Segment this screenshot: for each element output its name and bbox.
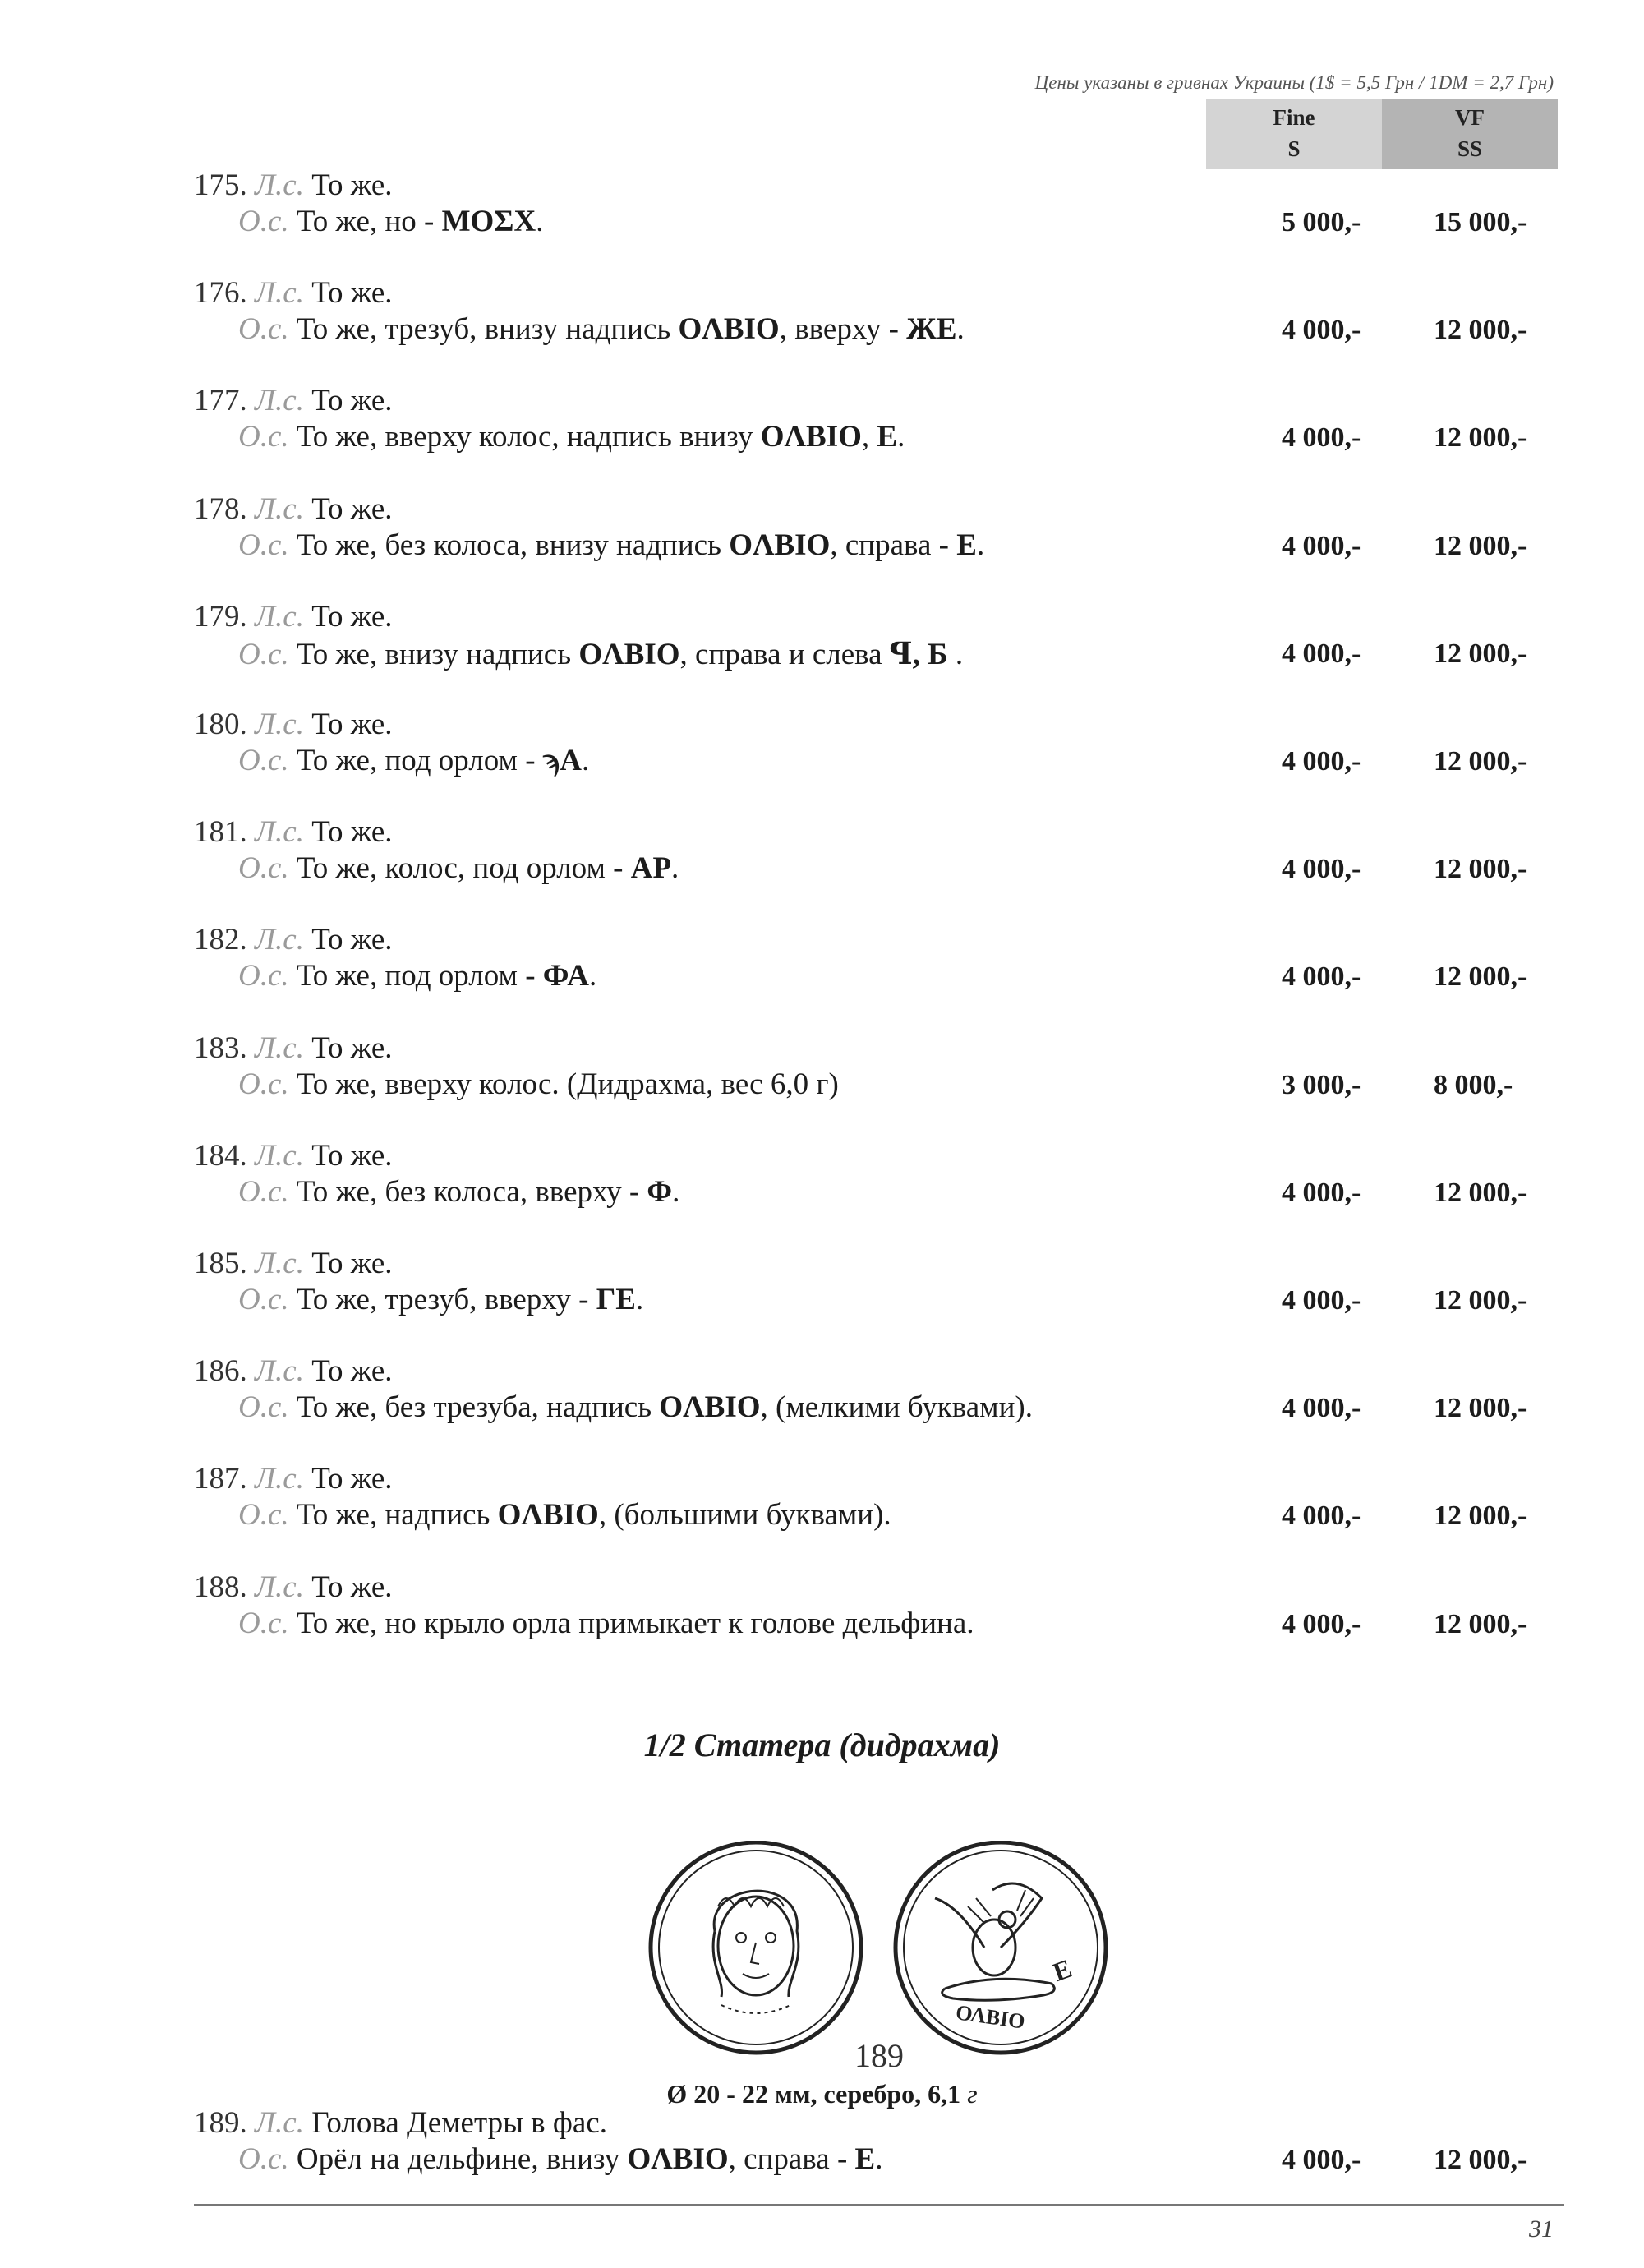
entry-rev-a: То же, надпись — [296, 1498, 498, 1533]
entry-obv-abbr: Л.с. — [255, 1462, 304, 1496]
coin-obverse-drawing — [651, 1842, 861, 2053]
entry-rev-b: ОΛΒΙΟ — [678, 312, 780, 347]
reverse-line — [238, 1390, 1033, 1425]
entry-num: 186. — [194, 1354, 247, 1389]
entry-rev-c: . — [588, 959, 597, 993]
entry-obv-abbr: Л.с. — [255, 599, 304, 634]
entry-rev-abbr: О.с. — [238, 1067, 289, 1101]
price-vf: 12 000,- — [1434, 1608, 1527, 1639]
entry-obv-abbr: Л.с. — [255, 384, 304, 418]
entry-obv-text: То же. — [311, 1462, 393, 1496]
entry-rev-a: То же, трезуб, вверху - — [296, 1283, 596, 1316]
entry-obv-abbr: Л.с. — [255, 168, 304, 202]
entry-rev-d: ЖЕ — [906, 312, 957, 347]
price-vf: 12 000,- — [1434, 1393, 1527, 1424]
coin-illustration — [639, 1841, 1117, 2063]
reverse-line — [238, 311, 965, 347]
entry-obv-text: Голова Деметры в фас. — [311, 2106, 607, 2140]
entry-rev-abbr: О.с. — [238, 1498, 289, 1533]
entry-rev-c: , справа - — [830, 528, 957, 562]
price-vf: 12 000,- — [1434, 530, 1527, 561]
price-fine: 5 000,- — [1282, 207, 1361, 237]
entry-rev-b: ОΛΒΙΟ — [578, 637, 680, 671]
catalog-entry — [0, 707, 1644, 805]
catalog-entry-189 — [0, 2105, 1644, 2204]
entry-num: 176. — [194, 276, 247, 311]
entry-num: 182. — [194, 923, 247, 957]
column-header-vf-label: VF — [1455, 105, 1485, 130]
price-fine: 4 000,- — [1282, 1177, 1361, 1208]
price-vf: 12 000,- — [1434, 1285, 1527, 1316]
entry-rev-b: ОΛΒΙΟ — [729, 528, 831, 562]
entry-rev-a: То же, но крыло орла примыкает к голове дельфина. — [296, 1606, 974, 1640]
price-fine: 4 000,- — [1282, 1500, 1361, 1532]
entry-rev-c: , — [861, 420, 877, 454]
entry-rev-c: , (мелкими буквами). — [760, 1390, 1033, 1425]
entry-rev-abbr: О.с. — [238, 420, 289, 454]
price-vf: 12 000,- — [1434, 854, 1527, 885]
entry-num: 184. — [194, 1138, 247, 1173]
price-vf: 12 000,- — [1434, 2145, 1527, 2175]
entry-obv-text: То же. — [311, 1247, 393, 1280]
reverse-line — [238, 204, 543, 239]
entry-num: 175. — [194, 168, 247, 202]
obverse-line — [194, 1353, 393, 1389]
catalog-entry — [0, 168, 1644, 266]
entry-rev-abbr: О.с. — [238, 959, 289, 993]
entry-rev-c: , (большими буквами). — [598, 1498, 891, 1533]
catalog-entry — [0, 1138, 1644, 1237]
entry-num: 179. — [194, 599, 247, 634]
price-vf: 12 000,- — [1434, 1500, 1527, 1532]
entry-obv-text: То же. — [311, 708, 393, 741]
price-vf: 12 000,- — [1434, 638, 1527, 669]
reverse-line — [238, 958, 596, 993]
obverse-line — [194, 814, 393, 850]
entry-rev-a: Орёл на дельфине, внизу — [296, 2142, 628, 2176]
entry-obv-abbr: Л.с. — [255, 815, 304, 850]
figure-number: 189 — [854, 2037, 904, 2074]
price-fine: 4 000,- — [1282, 961, 1361, 993]
entry-obv-abbr: Л.с. — [255, 708, 304, 741]
entry-obv-text: То же. — [311, 599, 393, 634]
entry-num: 183. — [194, 1030, 247, 1065]
entry-rev-abbr: О.с. — [238, 1174, 289, 1209]
entry-rev-c: , справа и слева — [679, 637, 890, 671]
entry-rev-b: ОΛΒΙΟ — [659, 1390, 761, 1425]
catalog-entry — [0, 1570, 1644, 1668]
entry-rev-e: . — [672, 1174, 680, 1209]
entry-obv-text: То же. — [311, 923, 393, 957]
entry-num: 177. — [194, 384, 247, 418]
coin-letter: Ε — [1048, 1952, 1076, 1987]
coin-inscription: ΟΛΒΙΟ — [954, 2000, 1027, 2034]
entry-rev-c: , вверху - — [779, 312, 907, 347]
column-header-ss-label: SS — [1457, 136, 1483, 161]
price-vf: 15 000,- — [1434, 207, 1527, 237]
reverse-line — [238, 1606, 974, 1641]
price-vf: 12 000,- — [1434, 422, 1527, 454]
price-fine: 4 000,- — [1282, 315, 1361, 346]
entry-rev-c: . — [671, 851, 679, 886]
entry-obv-text: То же. — [311, 1138, 393, 1173]
entry-num: 180. — [194, 708, 247, 741]
entry-rev-d: Ε — [854, 2142, 876, 2176]
catalog-entry — [0, 922, 1644, 1021]
entry-obv-abbr: Л.с. — [255, 276, 304, 311]
reverse-line — [238, 1174, 679, 1210]
entry-num: 188. — [194, 1570, 247, 1604]
reverse-line — [238, 1067, 839, 1102]
entry-rev-abbr: О.с. — [238, 1283, 289, 1316]
entry-rev-e: ) — [828, 1067, 839, 1101]
price-fine: 4 000,- — [1282, 530, 1361, 561]
column-header-s-label: S — [1287, 136, 1301, 161]
catalog-entry — [0, 275, 1644, 374]
price-vf: 12 000,- — [1434, 1177, 1527, 1208]
catalog-entry — [0, 491, 1644, 590]
price-fine: 4 000,- — [1282, 2145, 1361, 2175]
entry-rev-abbr: О.с. — [238, 637, 289, 671]
obverse-line — [194, 1138, 393, 1173]
entry-num: 187. — [194, 1462, 247, 1496]
entry-rev-a: То же, вверху колос. (Дидрахма, вес 6,0 — [296, 1067, 817, 1101]
entry-rev-e: . — [897, 420, 905, 454]
entry-obv-abbr: Л.с. — [255, 1570, 304, 1604]
entry-obv-abbr: Л.с. — [255, 1354, 304, 1389]
entry-rev-abbr: О.с. — [238, 1390, 289, 1425]
catalog-entry — [0, 1353, 1644, 1452]
price-fine: 4 000,- — [1282, 1608, 1361, 1639]
entry-rev-a: То же, трезуб, внизу надпись — [296, 312, 679, 347]
entry-rev-c: , справа - — [728, 2142, 855, 2176]
entry-rev-abbr: О.с. — [238, 851, 289, 886]
figure-caption-main: Ø 20 - 22 мм, серебро, 6,1 — [666, 2079, 968, 2109]
entry-rev-e: . — [956, 312, 965, 347]
obverse-line — [194, 599, 393, 634]
section-title: 1/2 Статера (дидрахма) — [643, 1726, 1001, 1763]
page-number: 31 — [1529, 2215, 1554, 2243]
entry-rev-a: То же, колос, под орлом - — [296, 851, 631, 886]
price-vf: 12 000,- — [1434, 315, 1527, 346]
entry-rev-b: ОΛΒΙΟ — [627, 2142, 729, 2176]
entry-rev-d: Ε — [877, 420, 898, 454]
entry-num: 189. — [194, 2106, 247, 2140]
catalog-entry — [0, 599, 1644, 698]
entry-rev-d: Φ — [647, 1174, 673, 1209]
entry-rev-a: То же, без трезуба, надпись — [296, 1390, 660, 1425]
entry-obv-text: То же. — [311, 1570, 393, 1604]
entry-obv-abbr: Л.с. — [255, 1138, 304, 1173]
catalog-entry — [0, 1030, 1644, 1129]
obverse-line — [194, 275, 393, 311]
entry-rev-e: . — [976, 528, 985, 562]
price-fine: 4 000,- — [1282, 854, 1361, 885]
entry-rev-a: То же, вверху колос, надпись внизу — [296, 420, 761, 454]
catalog-entry — [0, 1461, 1644, 1560]
price-fine: 4 000,- — [1282, 422, 1361, 454]
reverse-line — [238, 2141, 882, 2177]
catalog-entry — [0, 814, 1644, 913]
entry-rev-b: АР — [630, 851, 672, 886]
figure-caption-unit: г — [967, 2079, 978, 2109]
price-fine: 4 000,- — [1282, 638, 1361, 669]
entry-obv-text: То же. — [311, 1030, 393, 1065]
entry-rev-a: То же, без колоса, вверху - — [296, 1174, 647, 1209]
reverse-line — [238, 743, 589, 778]
obverse-line — [194, 168, 393, 203]
column-header-vf — [1382, 99, 1558, 169]
entry-rev-b: ОΛΒΙΟ — [760, 420, 862, 454]
entry-rev-b: ФА — [542, 959, 589, 993]
entry-obv-text: То же. — [311, 276, 393, 311]
entry-rev-abbr: О.с. — [238, 1606, 289, 1640]
entry-rev-abbr: О.с. — [238, 312, 289, 347]
entry-obv-abbr: Л.с. — [255, 1030, 304, 1065]
obverse-line — [194, 1246, 393, 1281]
entry-obv-text: То же. — [311, 491, 393, 526]
entry-obv-abbr: Л.с. — [255, 923, 304, 957]
entry-rev-abbr: О.с. — [238, 744, 289, 777]
obverse-line — [194, 491, 393, 527]
entry-rev-c: г — [816, 1067, 829, 1101]
price-fine: 3 000,- — [1282, 1069, 1361, 1100]
entry-rev-a: То же, под орлом - — [296, 959, 543, 993]
obverse-line — [194, 383, 393, 418]
column-header-fine — [1206, 99, 1382, 169]
entry-rev-e: . — [582, 744, 590, 777]
entry-num: 181. — [194, 815, 247, 850]
entry-rev-a: То же, без колоса, внизу надпись — [296, 528, 730, 562]
entry-rev-abbr: О.с. — [238, 205, 289, 238]
entry-rev-abbr: О.с. — [238, 528, 289, 562]
obverse-line — [194, 707, 393, 742]
entry-rev-d: ϡΑ — [542, 744, 583, 777]
entry-rev-b: ГЕ — [596, 1283, 636, 1316]
footer-rule — [194, 2204, 1564, 2206]
entry-obv-text: То же. — [311, 1354, 393, 1389]
price-note: Цены указаны в гривнах Украины (1$ = 5,5 Грн / 1DM = 2,7 Грн) — [1034, 72, 1554, 93]
reverse-line — [238, 419, 905, 454]
reverse-line — [238, 1497, 891, 1533]
entry-rev-a: То же, внизу надпись — [296, 637, 579, 671]
price-fine: 4 000,- — [1282, 746, 1361, 777]
entry-obv-abbr: Л.с. — [255, 2106, 304, 2140]
entry-num: 185. — [194, 1247, 247, 1280]
reverse-line — [238, 1282, 643, 1317]
coin-reverse-drawing — [896, 1842, 1106, 2053]
entry-rev-b: ΜΟΣΧ — [441, 205, 536, 238]
entry-rev-e: . — [875, 2142, 883, 2176]
price-vf: 12 000,- — [1434, 961, 1527, 993]
column-header-fine-label: Fine — [1273, 105, 1315, 130]
price-fine: 4 000,- — [1282, 1285, 1361, 1316]
obverse-line — [194, 1461, 393, 1496]
entry-rev-a: То же, но - — [296, 205, 442, 238]
entry-obv-text: То же. — [311, 815, 393, 850]
price-vf: 8 000,- — [1434, 1069, 1513, 1100]
obverse-line — [194, 922, 393, 957]
entry-obv-abbr: Л.с. — [255, 491, 304, 526]
entry-rev-c: . — [536, 205, 544, 238]
obverse-line — [194, 1030, 393, 1066]
catalog-entry — [0, 1246, 1644, 1344]
price-fine: 4 000,- — [1282, 1393, 1361, 1424]
entry-rev-e: . — [947, 637, 964, 671]
reverse-line — [238, 528, 984, 563]
price-vf: 12 000,- — [1434, 746, 1527, 777]
entry-obv-text: То же. — [311, 168, 393, 202]
entry-obv-text: То же. — [311, 384, 393, 418]
obverse-line — [194, 2105, 607, 2141]
entry-rev-d: ꟼ, Ƃ — [889, 637, 948, 671]
entry-rev-c: . — [635, 1283, 644, 1316]
entry-rev-d: Е — [956, 528, 977, 562]
entry-rev-abbr: О.с. — [238, 2142, 289, 2176]
entry-num: 178. — [194, 491, 247, 526]
entry-rev-b: ОΛΒΙΟ — [497, 1498, 599, 1533]
obverse-line — [194, 1570, 393, 1605]
reverse-line — [238, 635, 963, 672]
entry-obv-abbr: Л.с. — [255, 1247, 304, 1280]
reverse-line — [238, 850, 679, 886]
catalog-entry — [0, 383, 1644, 482]
entry-rev-a: То же, под орлом - — [296, 744, 543, 777]
